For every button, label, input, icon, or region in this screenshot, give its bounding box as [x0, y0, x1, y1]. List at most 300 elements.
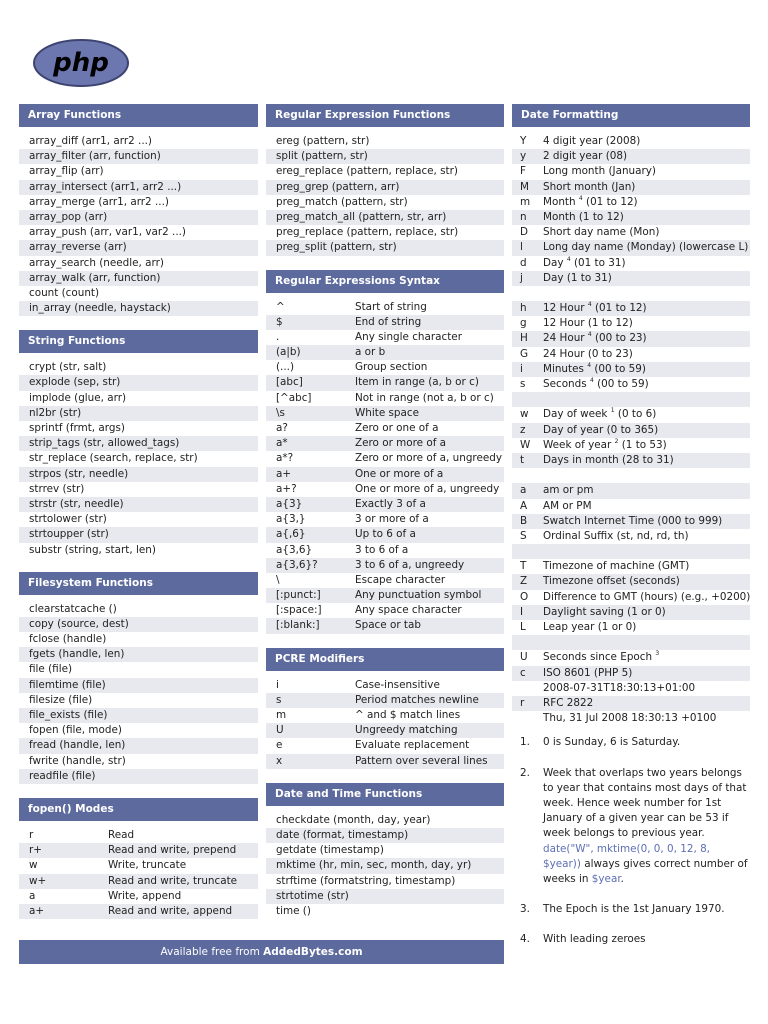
- item-description: [543, 666, 632, 681]
- item-key: a+?: [276, 482, 297, 495]
- function-signature: fwrite (handle, str): [29, 754, 126, 767]
- item-description-text: Zero or more of a, ungreedy: [355, 452, 502, 465]
- item-description: [543, 210, 624, 225]
- item-key: c: [520, 666, 526, 679]
- item-description-text: (01 to 12): [591, 302, 647, 315]
- function-signature: ereg_replace (pattern, replace, str): [276, 165, 458, 178]
- array-functions-section: [19, 104, 258, 316]
- item-description: [543, 605, 666, 620]
- item-description-text: Escape character: [355, 573, 446, 586]
- item-description: [355, 573, 445, 588]
- list-item: [266, 543, 504, 558]
- list-item: [266, 482, 504, 497]
- item-description: [108, 874, 237, 889]
- list-item: [512, 650, 750, 665]
- function-signature: strftime (formatstring, timestamp): [276, 874, 456, 887]
- list-item: [512, 316, 750, 331]
- item-description: [108, 843, 236, 858]
- item-key: i: [276, 678, 279, 691]
- item-description: [543, 240, 748, 255]
- list-item: [19, 421, 258, 436]
- list-item: [19, 843, 258, 858]
- item-description-text: (0 to 6): [614, 408, 657, 421]
- item-description-text: Seconds: [543, 378, 587, 390]
- item-key: T: [520, 560, 527, 573]
- item-key: M: [520, 180, 529, 193]
- function-signature: in_array (needle, haystack): [29, 302, 171, 315]
- list-item: [512, 210, 750, 225]
- item-description-text: (00 to 23): [591, 332, 647, 345]
- item-description-text: Thu, 31 Jul 2008 18:30:13 +0100: [543, 712, 717, 725]
- list-item: [19, 828, 258, 843]
- item-description-text: Day of week: [543, 408, 608, 421]
- function-signature: array_push (arr, var1, var2 ...): [29, 226, 186, 239]
- item-description: [543, 407, 656, 422]
- section-header: Array Functions: [19, 104, 258, 127]
- php-logo-text: php: [53, 48, 109, 78]
- function-signature: strip_tags (str, allowed_tags): [29, 437, 180, 450]
- section-header: String Functions: [19, 330, 258, 353]
- item-description: [355, 754, 488, 769]
- list-item: [266, 406, 504, 421]
- list-item: [19, 858, 258, 873]
- list-item: [19, 286, 258, 301]
- list-item: [266, 858, 504, 873]
- footnote-3: [512, 902, 750, 917]
- list-item: [266, 527, 504, 542]
- date-formatting-section: [512, 104, 750, 726]
- group-spacer: [512, 635, 750, 650]
- item-description-text: Days in month (28 to 31): [543, 453, 674, 466]
- item-description: [543, 483, 593, 498]
- item-key: ^: [276, 300, 285, 313]
- item-description-text: (00 to 59): [593, 378, 649, 390]
- regex-syntax-section: [266, 270, 504, 634]
- function-signature: array_pop (arr): [29, 210, 108, 223]
- item-key: a{3}: [276, 497, 303, 510]
- item-key: \: [276, 573, 280, 586]
- list-item: [19, 301, 258, 316]
- item-description: [355, 618, 421, 633]
- item-description: [543, 195, 638, 210]
- item-description-text: Case-insensitive: [355, 678, 440, 691]
- item-description: [355, 451, 502, 466]
- function-signature: preg_grep (pattern, arr): [276, 180, 400, 193]
- item-description-text: Start of string: [355, 300, 427, 313]
- section-header: PCRE Modifiers: [266, 648, 504, 671]
- function-signature: clearstatcache (): [29, 602, 117, 615]
- list-item: [19, 271, 258, 286]
- list-item: [19, 210, 258, 225]
- item-key: a+: [276, 467, 292, 480]
- php-logo: [32, 38, 130, 88]
- item-description-text: Any punctuation symbol: [355, 589, 482, 602]
- list-item: [512, 195, 750, 210]
- item-description-text: Difference to GMT (hours) (e.g., +0200): [543, 590, 750, 603]
- list-item: [266, 558, 504, 573]
- footnote-number: 3.: [520, 903, 530, 916]
- item-key: (a|b): [276, 346, 301, 359]
- list-item: [19, 889, 258, 904]
- list-item: [512, 271, 750, 286]
- item-description-text: ISO 8601 (PHP 5): [543, 666, 633, 679]
- item-description-text: End of string: [355, 315, 422, 328]
- footer-banner: [19, 940, 504, 964]
- list-item: [19, 617, 258, 632]
- item-description-text: White space: [355, 406, 419, 419]
- list-item: [512, 256, 750, 271]
- list-item: [512, 134, 750, 149]
- item-description-text: Day (1 to 31): [543, 271, 612, 284]
- item-description-text: Minutes: [543, 362, 584, 375]
- item-description-text: Any space character: [355, 604, 462, 617]
- list-item: [19, 527, 258, 542]
- item-description-text: Day: [543, 256, 564, 269]
- list-item: [19, 406, 258, 421]
- item-description: [355, 345, 385, 360]
- list-item: [19, 662, 258, 677]
- list-item: [512, 180, 750, 195]
- list-item: [19, 904, 258, 919]
- function-signature: array_diff (arr1, arr2 ...): [29, 135, 152, 147]
- item-description-text: ^ and $ match lines: [355, 709, 461, 721]
- function-signature: array_flip (arr): [29, 165, 104, 178]
- item-key: (...): [276, 361, 295, 374]
- list-item: [19, 482, 258, 497]
- item-description-text: Zero or one of a: [355, 422, 439, 434]
- function-signature: split (pattern, str): [276, 150, 368, 163]
- function-signature: preg_match_all (pattern, str, arr): [276, 210, 447, 223]
- item-description: [543, 423, 658, 438]
- function-signature: date (format, timestamp): [276, 828, 409, 841]
- footnote-text: Week that overlaps two years belongs to year that contains most days of that week. Hence week number for 1st January of a given year can be 53 if week belongs to previous year.: [543, 766, 747, 840]
- item-description: [543, 681, 695, 696]
- item-description: [355, 391, 494, 406]
- item-key: m: [520, 195, 531, 208]
- function-signature: readfile (file): [29, 769, 96, 782]
- list-item: [266, 723, 504, 738]
- item-key: Z: [520, 575, 528, 588]
- item-description: [108, 828, 134, 843]
- list-item: [512, 590, 750, 605]
- footnote-number: 4.: [520, 933, 530, 946]
- item-description-text: Short day name (Mon): [543, 226, 660, 239]
- function-signature: file (file): [29, 663, 73, 676]
- item-key: a{3,}: [276, 513, 306, 526]
- item-description-text: Write, truncate: [108, 859, 187, 872]
- item-description: [355, 708, 460, 723]
- item-key: [:space:]: [276, 604, 322, 617]
- item-description-text: Ungreedy matching: [355, 724, 458, 737]
- list-item: [19, 602, 258, 617]
- list-item: [266, 588, 504, 603]
- item-description: [355, 375, 479, 390]
- list-item: [266, 360, 504, 375]
- item-description: [355, 678, 440, 693]
- list-item: [512, 331, 750, 346]
- group-spacer: [512, 544, 750, 559]
- list-item: [512, 529, 750, 544]
- function-signature: implode (glue, arr): [29, 391, 127, 404]
- item-key: [:punct:]: [276, 589, 321, 602]
- footnote-text: With leading zeroes: [543, 933, 646, 946]
- item-description: [543, 271, 612, 286]
- item-description-text: Long day name (Monday) (lowercase L): [543, 241, 749, 254]
- list-item: [19, 149, 258, 164]
- footnote-code: date("W", mktime(0, 0, 0, 12, 8, $year)): [543, 842, 710, 870]
- list-item: [19, 738, 258, 753]
- column-1: [19, 104, 258, 933]
- group-spacer: [512, 286, 750, 301]
- item-description: [355, 360, 427, 375]
- item-description: [543, 529, 689, 544]
- item-description: [543, 256, 626, 271]
- item-description: [355, 497, 426, 512]
- list-item: [19, 360, 258, 375]
- item-description: [355, 467, 443, 482]
- item-description: [543, 620, 636, 635]
- item-description-text: Group section: [355, 361, 428, 374]
- footnote-1: [512, 735, 750, 750]
- list-item: [266, 180, 504, 195]
- list-item: [19, 195, 258, 210]
- item-description: [355, 527, 416, 542]
- list-item: [512, 499, 750, 514]
- function-signature: time (): [276, 904, 311, 917]
- list-item: [266, 375, 504, 390]
- list-item: [19, 754, 258, 769]
- list-item: [266, 828, 504, 843]
- function-signature: ereg (pattern, str): [276, 135, 370, 147]
- list-item: [512, 666, 750, 681]
- function-signature: array_search (needle, arr): [29, 256, 164, 269]
- item-key: S: [520, 529, 527, 542]
- item-description: [543, 149, 627, 164]
- string-functions-section: [19, 330, 258, 557]
- footer-link[interactable]: AddedBytes.com: [263, 946, 363, 958]
- list-item: [266, 693, 504, 708]
- list-item: [19, 874, 258, 889]
- item-description: [543, 499, 592, 514]
- item-description: [108, 889, 181, 904]
- item-description-text: Space or tab: [355, 619, 421, 632]
- function-signature: str_replace (search, replace, str): [29, 452, 198, 465]
- item-description-text: Long month (January): [543, 165, 656, 178]
- footnote-ref: 2: [614, 437, 619, 445]
- section-header: Date and Time Functions: [266, 783, 504, 806]
- item-description-text: (00 to 59): [591, 362, 646, 375]
- item-description: [543, 362, 646, 377]
- list-item: [266, 330, 504, 345]
- list-item: [19, 240, 258, 255]
- item-key: [:blank:]: [276, 619, 320, 632]
- function-signature: filesize (file): [29, 693, 93, 706]
- list-item: [266, 874, 504, 889]
- function-signature: strpos (str, needle): [29, 467, 129, 480]
- list-item: [266, 889, 504, 904]
- list-item: [266, 210, 504, 225]
- footnotes: [512, 735, 750, 947]
- item-description: [543, 377, 649, 392]
- list-item: [266, 345, 504, 360]
- list-item: [512, 377, 750, 392]
- list-item: [266, 497, 504, 512]
- function-signature: strrev (str): [29, 482, 85, 495]
- list-item: [266, 512, 504, 527]
- item-description-text: Month: [543, 195, 576, 208]
- list-item: [512, 347, 750, 362]
- item-description-text: Daylight saving (1 or 0): [543, 605, 666, 618]
- function-signature: array_merge (arr1, arr2 ...): [29, 195, 169, 208]
- list-item: [19, 678, 258, 693]
- item-description: [355, 421, 438, 436]
- list-item: [19, 391, 258, 406]
- list-item: [512, 574, 750, 589]
- list-item: [266, 904, 504, 919]
- item-description-text: 24 Hour: [543, 332, 585, 345]
- list-item: [19, 497, 258, 512]
- item-description: [543, 301, 647, 316]
- function-signature: array_filter (arr, function): [29, 150, 161, 163]
- item-key: g: [520, 317, 527, 330]
- item-key: U: [276, 724, 284, 737]
- item-key: a{3,6}?: [276, 558, 318, 571]
- section-header: Regular Expression Functions: [266, 104, 504, 127]
- item-key: n: [520, 210, 527, 223]
- list-item: [512, 225, 750, 240]
- function-signature: nl2br (str): [29, 406, 82, 419]
- item-key: h: [520, 302, 527, 315]
- footnote-ref: 1: [610, 407, 615, 415]
- item-description-text: Seconds since Epoch: [543, 651, 653, 664]
- footnote-text: always gives correct number of weeks in: [543, 857, 748, 885]
- item-description-text: Read and write, prepend: [108, 844, 237, 857]
- item-description-text: Timezone offset (seconds): [543, 575, 680, 588]
- item-description-text: Day of year (0 to 365): [543, 423, 659, 436]
- function-signature: fread (handle, len): [29, 739, 126, 752]
- list-item: [512, 711, 750, 726]
- list-item: [512, 559, 750, 574]
- function-signature: strtoupper (str): [29, 528, 109, 541]
- item-key: O: [520, 590, 529, 603]
- item-description: [543, 134, 640, 149]
- function-signature: fgets (handle, len): [29, 648, 125, 661]
- list-item: [266, 603, 504, 618]
- item-key: I: [520, 605, 524, 618]
- item-key: s: [520, 378, 526, 390]
- item-key: r: [29, 828, 34, 841]
- list-item: [266, 436, 504, 451]
- item-description-text: Evaluate replacement: [355, 739, 470, 752]
- item-key: a: [29, 889, 36, 902]
- list-item: [19, 256, 258, 271]
- item-description: [355, 558, 464, 573]
- regex-functions-section: [266, 104, 504, 256]
- list-item: [266, 164, 504, 179]
- function-signature: fopen (file, mode): [29, 724, 122, 737]
- list-item: [512, 301, 750, 316]
- function-signature: crypt (str, salt): [29, 361, 107, 374]
- item-description-text: (1 to 53): [618, 438, 667, 451]
- footnote-ref: 4: [587, 361, 592, 369]
- item-key: D: [520, 226, 529, 239]
- item-key: a: [520, 484, 527, 497]
- item-key: d: [520, 256, 527, 269]
- item-key: U: [520, 651, 528, 664]
- item-description: [543, 559, 689, 574]
- list-item: [266, 843, 504, 858]
- list-item: [266, 678, 504, 693]
- item-key: x: [276, 754, 283, 767]
- date-time-functions-section: [266, 783, 504, 919]
- function-signature: preg_match (pattern, str): [276, 195, 408, 208]
- item-description-text: a or b: [355, 346, 386, 359]
- item-description-text: 3 or more of a: [355, 513, 429, 526]
- footnote-text: 0 is Sunday, 6 is Saturday.: [543, 736, 681, 749]
- item-description: [355, 436, 446, 451]
- item-key: r+: [29, 844, 42, 857]
- item-description-text: Exactly 3 of a: [355, 497, 426, 510]
- list-item: [266, 391, 504, 406]
- function-signature: array_walk (arr, function): [29, 271, 161, 284]
- item-description: [543, 164, 656, 179]
- item-key: w+: [29, 874, 47, 887]
- item-key: m: [276, 709, 287, 721]
- list-item: [512, 240, 750, 255]
- list-item: [19, 708, 258, 723]
- item-description-text: 3 to 6 of a, ungreedy: [355, 558, 465, 571]
- list-item: [266, 149, 504, 164]
- function-signature: array_reverse (arr): [29, 241, 127, 254]
- footnote-ref: 4: [587, 331, 592, 339]
- item-description: [108, 904, 232, 919]
- item-key: L: [520, 621, 526, 633]
- item-description-text: Read and write, truncate: [108, 874, 238, 887]
- item-description-text: 12 Hour (1 to 12): [543, 317, 633, 330]
- item-description-text: Up to 6 of a: [355, 528, 416, 541]
- item-key: a+: [29, 904, 45, 917]
- item-description-text: RFC 2822: [543, 696, 594, 709]
- item-key: .: [276, 330, 280, 343]
- item-key: s: [276, 693, 282, 706]
- list-item: [19, 180, 258, 195]
- item-key: H: [520, 332, 528, 345]
- list-item: [19, 632, 258, 647]
- item-description: [355, 603, 462, 618]
- list-item: [19, 375, 258, 390]
- function-signature: array_intersect (arr1, arr2 ...): [29, 180, 182, 193]
- list-item: [19, 647, 258, 662]
- list-item: [266, 225, 504, 240]
- item-key: F: [520, 165, 526, 178]
- list-item: [19, 543, 258, 558]
- item-description: [543, 331, 647, 346]
- item-description-text: Week of year: [543, 438, 612, 451]
- section-header: fopen() Modes: [19, 798, 258, 821]
- footnote-ref: 4: [589, 377, 594, 384]
- footnote-text: The Epoch is the 1st January 1970.: [543, 903, 725, 916]
- item-description: [543, 590, 750, 605]
- function-signature: strstr (str, needle): [29, 497, 124, 510]
- item-description-text: Zero or more of a: [355, 437, 447, 450]
- list-item: [266, 421, 504, 436]
- footnote-ref: 4: [566, 255, 571, 263]
- item-description: [355, 693, 479, 708]
- footnote-number: 2.: [520, 766, 530, 779]
- footnote-4: [512, 932, 750, 947]
- function-signature: sprintf (frmt, args): [29, 422, 125, 434]
- list-item: [266, 315, 504, 330]
